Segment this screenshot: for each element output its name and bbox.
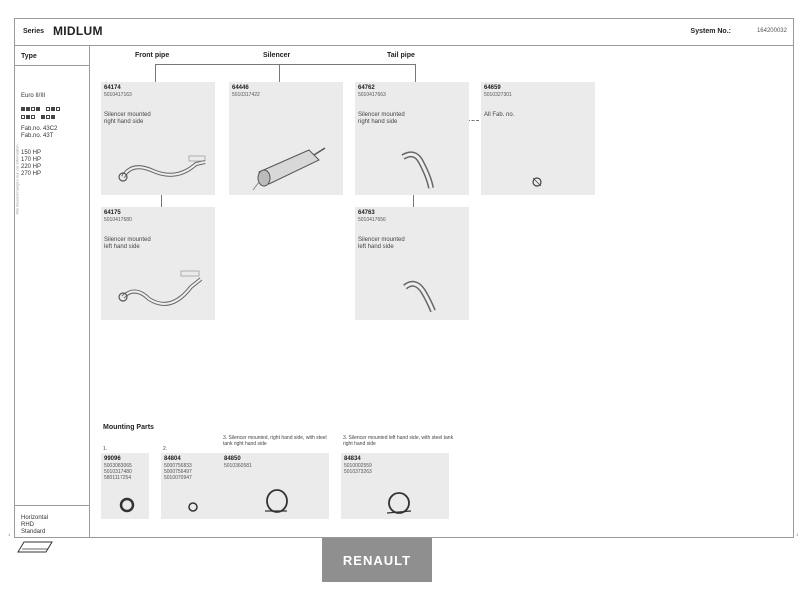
front-pipe-drawing-icon	[101, 207, 215, 320]
part-description: Silencer mounted	[104, 237, 151, 243]
mounting-card-84850[interactable]: 84850 5010360581	[221, 453, 329, 519]
tail-pipe-drawing-icon	[355, 82, 469, 195]
strap-clamp-icon	[221, 453, 329, 519]
hp-270: 270 HP	[21, 171, 42, 177]
mounting-card-84834[interactable]: 84834 5010002559 5010373263	[341, 453, 449, 519]
system-number-label: System No.:	[690, 28, 731, 35]
mounting-part-number: 84850	[224, 456, 241, 462]
part-description: right hand side	[358, 119, 398, 125]
part-card-64446[interactable]	[229, 82, 343, 195]
column-tail-pipe: Tail pipe	[387, 52, 415, 59]
part-number: 64762	[358, 85, 375, 91]
part-number: 64175	[104, 210, 121, 216]
fab-number-2: Fab.no. 43T	[21, 133, 54, 139]
mounting-part-number: 99096	[104, 456, 121, 462]
part-code: 5010417663	[358, 92, 386, 98]
mounting-part-number: 84834	[344, 456, 361, 462]
gasket-ring-icon	[101, 453, 149, 519]
part-description: Silencer mounted	[104, 112, 151, 118]
hp-220: 220 HP	[21, 164, 42, 170]
front-pipe-drawing-icon	[101, 82, 215, 195]
brand-badge: RENAULT	[322, 538, 432, 582]
euro-norm: Euro II/III	[21, 93, 46, 99]
part-number: 64174	[104, 85, 121, 91]
connector-line	[415, 64, 416, 82]
mounting-card-84804[interactable]: 84804 5000756833 5000756497 5010070947	[161, 453, 221, 519]
hp-170: 170 HP	[21, 157, 42, 163]
part-code: 5010327301	[484, 92, 512, 98]
part-card-64762[interactable]	[355, 82, 469, 195]
part-description: All Fab. no.	[484, 112, 515, 118]
part-card-64175[interactable]	[101, 207, 215, 320]
tail-pipe-drawing-icon	[355, 207, 469, 320]
connector-line	[413, 195, 414, 207]
catalog-page-frame	[14, 18, 794, 538]
part-code: 5010317422	[232, 92, 260, 98]
part-number: 64446	[232, 85, 249, 91]
column-front-pipe: Front pipe	[135, 52, 170, 59]
type-label: Type	[21, 53, 37, 60]
connector-line	[155, 64, 415, 65]
series-label: Series	[23, 28, 45, 35]
silencer-drawing-icon	[229, 82, 343, 195]
part-description: left hand side	[358, 244, 394, 250]
series-value: MIDLUM	[53, 24, 103, 38]
fab-symbols-icon-2	[21, 115, 55, 119]
part-description: left hand side	[104, 244, 140, 250]
fonex-logo-icon	[16, 540, 56, 554]
divider	[15, 65, 89, 66]
mounting-step-label: 3. Silencer mounted, right hand side, with steel tank right hand side	[223, 435, 327, 447]
mounting-card-99096[interactable]: 99096 5003083065 5010317480 5801117254	[101, 453, 149, 519]
drive-side: RHD	[21, 522, 34, 528]
part-description: Silencer mounted	[358, 237, 405, 243]
part-description: right hand side	[104, 119, 144, 125]
mounting-step-label: 1.	[103, 446, 108, 452]
divider	[15, 505, 89, 506]
system-number-value: 164200032	[756, 28, 787, 34]
left-spec-column	[15, 45, 90, 537]
mounting-step-label: 3. Silencer mounted left hand side, with steel tank right hand side	[343, 435, 454, 447]
page-corner-mark: 1	[8, 532, 11, 537]
connector-line	[279, 64, 280, 82]
connector-line	[155, 64, 156, 82]
part-number: 64763	[358, 210, 375, 216]
part-card-64174[interactable]	[101, 82, 215, 195]
part-code: 5010417656	[358, 217, 386, 223]
fab-symbols-icon	[21, 107, 60, 111]
hp-150: 150 HP	[21, 150, 42, 156]
mounting-step-label: 2.	[163, 446, 168, 452]
part-description: Silencer mounted	[358, 112, 405, 118]
vertical-side-note: Alle Bezeichnungen nur zur Information	[14, 144, 20, 215]
page-corner-mark: 1	[796, 532, 799, 537]
mounting-orientation: Horizontal	[21, 515, 49, 521]
clamp-icon	[161, 453, 221, 519]
part-number: 64659	[484, 85, 501, 91]
clamp-drawing-icon	[481, 82, 595, 195]
strap-clamp-icon	[341, 453, 449, 519]
page-header	[15, 19, 793, 46]
part-card-64763[interactable]	[355, 207, 469, 320]
fab-number-1: Fab.no. 43C2	[21, 126, 58, 132]
mounting-part-number: 84804	[164, 456, 181, 462]
part-card-64659[interactable]	[481, 82, 595, 195]
part-code: 5010417680	[104, 217, 132, 223]
connector-line	[161, 195, 162, 207]
mounting-parts-title: Mounting Parts	[103, 424, 154, 431]
part-code: 5010417163	[104, 92, 132, 98]
column-silencer: Silencer	[263, 52, 291, 59]
version: Standard	[21, 529, 46, 535]
